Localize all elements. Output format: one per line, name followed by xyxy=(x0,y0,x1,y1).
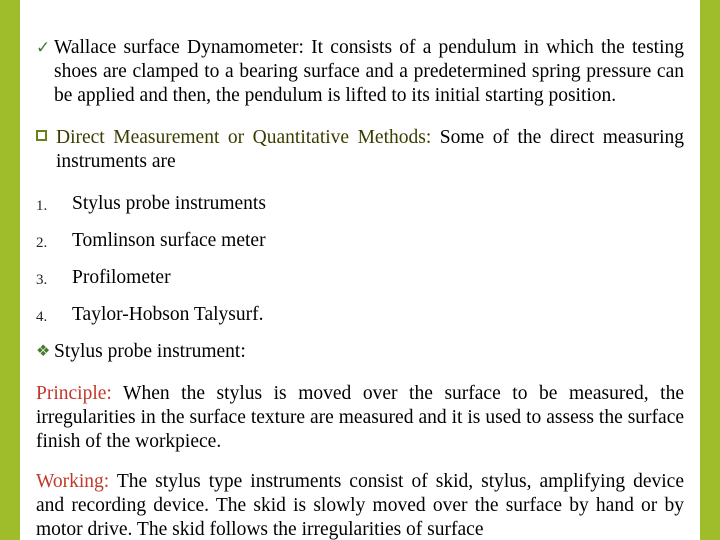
list-item xyxy=(36,303,684,327)
stylus-heading: Stylus probe instrument: xyxy=(54,341,246,362)
list-label: Tomlinson surface meter xyxy=(72,230,266,251)
list-number: 3. xyxy=(36,272,48,288)
square-bullet-icon xyxy=(36,130,47,141)
principle-paragraph xyxy=(36,382,684,454)
list-item xyxy=(36,192,684,216)
list-label: Profilometer xyxy=(72,267,171,288)
slide xyxy=(20,0,700,540)
diamond-bullet-icon: ❖ xyxy=(36,343,51,360)
slide-content xyxy=(36,36,684,540)
stylus-bullet xyxy=(36,340,684,364)
list-number: 1. xyxy=(36,198,48,214)
principle-text: When the stylus is moved over the surface to be measured, the irregularities in the surface texture are measured and it is used to assess the surface finish of the workpiece. xyxy=(36,383,684,452)
direct-methods-bullet xyxy=(36,126,684,174)
list-label: Stylus probe instruments xyxy=(72,193,266,214)
list-number: 2. xyxy=(36,235,48,251)
check-icon: ✓ xyxy=(36,38,51,57)
list-number: 4. xyxy=(36,309,48,325)
instrument-list xyxy=(36,192,684,327)
working-paragraph xyxy=(36,470,684,540)
list-item xyxy=(36,266,684,290)
wallace-heading: Wallace surface Dynamometer: xyxy=(54,37,304,58)
wallace-text: It consists of a pendulum in which the testing shoes are clamped to a bearing surface and a predetermined spring pressure can be applied and then, the pendulum is lifted to its initial starting position. xyxy=(54,37,684,106)
list-item xyxy=(36,229,684,253)
wallace-bullet xyxy=(36,36,684,108)
principle-label: Principle: xyxy=(36,383,112,404)
direct-methods-text: Some of the direct measuring instruments are xyxy=(56,127,684,172)
working-text: The stylus type instruments consist of skid, stylus, amplifying device and recording device. The skid is slowly moved over the surface by hand or by motor drive. The skid follows the irregularities of surface xyxy=(36,471,684,540)
list-label: Taylor-Hobson Talysurf. xyxy=(72,304,264,325)
working-label: Working: xyxy=(36,471,110,492)
direct-methods-heading: Direct Measurement or Quantitative Methods: xyxy=(56,127,432,148)
